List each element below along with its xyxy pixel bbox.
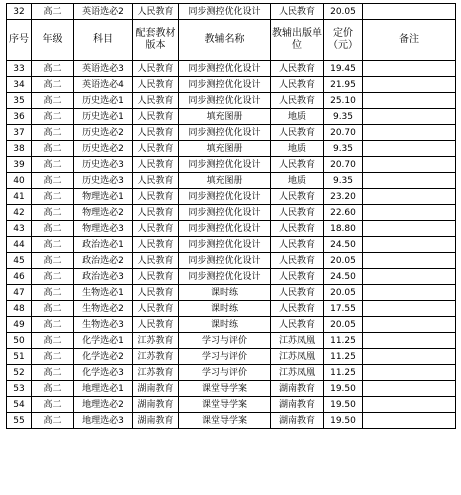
grade-cell: 高二 — [32, 397, 74, 413]
table-row — [7, 349, 456, 365]
edition-cell: 人民教育 — [133, 173, 179, 189]
title-cell: 同步测控优化设计 — [179, 237, 271, 253]
grade-cell: 高二 — [32, 253, 74, 269]
price-cell: 25.10 — [324, 93, 363, 109]
subject-cell: 地理选必1 — [74, 381, 133, 397]
seq-cell: 34 — [7, 77, 32, 93]
subject-cell: 英语选必2 — [74, 4, 133, 20]
edition-cell: 人民教育 — [133, 237, 179, 253]
seq-cell: 53 — [7, 381, 32, 397]
table-row — [7, 157, 456, 173]
edition-cell: 人民教育 — [133, 4, 179, 20]
seq-cell: 46 — [7, 269, 32, 285]
table-row — [7, 221, 456, 237]
note-cell — [363, 173, 456, 189]
grade-cell: 高二 — [32, 93, 74, 109]
edition-cell: 江苏教育 — [133, 349, 179, 365]
price-cell: 11.25 — [324, 333, 363, 349]
edition-cell: 人民教育 — [133, 109, 179, 125]
publisher-cell: 人民教育 — [271, 253, 324, 269]
edition-cell: 人民教育 — [133, 61, 179, 77]
table-row — [7, 125, 456, 141]
publisher-cell: 地质 — [271, 109, 324, 125]
subject-cell: 历史选必3 — [74, 173, 133, 189]
table-row — [7, 61, 456, 77]
grade-cell: 高二 — [32, 173, 74, 189]
title-cell: 同步测控优化设计 — [179, 205, 271, 221]
title-cell: 同步测控优化设计 — [179, 189, 271, 205]
title-cell: 课堂导学案 — [179, 413, 271, 429]
seq-cell: 49 — [7, 317, 32, 333]
publisher-cell: 人民教育 — [271, 285, 324, 301]
note-cell — [363, 157, 456, 173]
edition-cell: 人民教育 — [133, 317, 179, 333]
subject-cell: 生物选必1 — [74, 285, 133, 301]
seq-cell: 45 — [7, 253, 32, 269]
publisher-cell: 地质 — [271, 141, 324, 157]
title-cell: 填充图册 — [179, 141, 271, 157]
price-cell: 9.35 — [324, 141, 363, 157]
subject-cell: 化学选必3 — [74, 365, 133, 381]
table-row — [7, 93, 456, 109]
grade-cell: 高二 — [32, 349, 74, 365]
publisher-cell: 人民教育 — [271, 189, 324, 205]
seq-cell: 54 — [7, 397, 32, 413]
price-cell: 22.60 — [324, 205, 363, 221]
subject-cell: 历史选必3 — [74, 157, 133, 173]
title-cell: 填充图册 — [179, 173, 271, 189]
grade-cell: 高二 — [32, 381, 74, 397]
table-row — [7, 253, 456, 269]
seq-cell: 41 — [7, 189, 32, 205]
seq-cell: 48 — [7, 301, 32, 317]
edition-cell: 人民教育 — [133, 93, 179, 109]
seq-cell: 40 — [7, 173, 32, 189]
price-cell: 20.05 — [324, 285, 363, 301]
table-row — [7, 285, 456, 301]
note-cell — [363, 253, 456, 269]
price-cell: 11.25 — [324, 349, 363, 365]
grade-cell: 高二 — [32, 301, 74, 317]
title-cell: 同步测控优化设计 — [179, 125, 271, 141]
price-cell: 19.50 — [324, 413, 363, 429]
note-cell — [363, 93, 456, 109]
grade-cell: 高二 — [32, 317, 74, 333]
subject-cell: 地理选必2 — [74, 397, 133, 413]
note-cell — [363, 189, 456, 205]
publisher-cell: 人民教育 — [271, 61, 324, 77]
title-cell: 同步测控优化设计 — [179, 77, 271, 93]
publisher-cell: 人民教育 — [271, 157, 324, 173]
publisher-cell: 人民教育 — [271, 125, 324, 141]
grade-cell: 高二 — [32, 125, 74, 141]
note-cell — [363, 301, 456, 317]
price-cell: 24.50 — [324, 269, 363, 285]
table-row — [7, 413, 456, 429]
subject-cell: 物理选必1 — [74, 189, 133, 205]
price-cell: 11.25 — [324, 365, 363, 381]
grade-cell: 高二 — [32, 237, 74, 253]
title-cell: 同步测控优化设计 — [179, 4, 271, 20]
note-cell — [363, 141, 456, 157]
title-cell: 同步测控优化设计 — [179, 253, 271, 269]
note-cell — [363, 349, 456, 365]
title-cell: 同步测控优化设计 — [179, 269, 271, 285]
subject-cell: 物理选必3 — [74, 221, 133, 237]
grade-cell: 高二 — [32, 333, 74, 349]
publisher-cell: 湖南教育 — [271, 381, 324, 397]
edition-cell: 人民教育 — [133, 221, 179, 237]
edition-cell: 人民教育 — [133, 77, 179, 93]
edition-cell: 人民教育 — [133, 157, 179, 173]
table-row — [7, 317, 456, 333]
seq-cell: 51 — [7, 349, 32, 365]
seq-cell: 38 — [7, 141, 32, 157]
table-row — [7, 141, 456, 157]
note-cell — [363, 4, 456, 20]
header-edition: 配套教材版本 — [133, 20, 179, 61]
seq-cell: 39 — [7, 157, 32, 173]
edition-cell: 人民教育 — [133, 205, 179, 221]
grade-cell: 高二 — [32, 61, 74, 77]
header-note: 备注 — [363, 20, 456, 61]
title-cell: 课堂导学案 — [179, 397, 271, 413]
title-cell: 学习与评价 — [179, 365, 271, 381]
publisher-cell: 江苏凤凰 — [271, 333, 324, 349]
note-cell — [363, 285, 456, 301]
edition-cell: 人民教育 — [133, 269, 179, 285]
title-cell: 课时练 — [179, 285, 271, 301]
price-cell: 20.70 — [324, 125, 363, 141]
note-cell — [363, 365, 456, 381]
publisher-cell: 人民教育 — [271, 301, 324, 317]
price-cell: 20.05 — [324, 4, 363, 20]
edition-cell: 人民教育 — [133, 125, 179, 141]
subject-cell: 历史选必1 — [74, 93, 133, 109]
table-row — [7, 4, 456, 20]
seq-cell: 37 — [7, 125, 32, 141]
table-row — [7, 397, 456, 413]
table-row — [7, 173, 456, 189]
edition-cell: 湖南教育 — [133, 413, 179, 429]
grade-cell: 高二 — [32, 269, 74, 285]
seq-cell: 52 — [7, 365, 32, 381]
table-row — [7, 365, 456, 381]
edition-cell: 江苏教育 — [133, 365, 179, 381]
grade-cell: 高二 — [32, 365, 74, 381]
price-cell: 23.20 — [324, 189, 363, 205]
header-seq: 序号 — [7, 20, 32, 61]
price-cell: 20.70 — [324, 157, 363, 173]
title-cell: 填充图册 — [179, 109, 271, 125]
grade-cell: 高二 — [32, 4, 74, 20]
table-row — [7, 269, 456, 285]
subject-cell: 生物选必2 — [74, 301, 133, 317]
header-price: 定价（元） — [324, 20, 363, 61]
subject-cell: 政治选必3 — [74, 269, 133, 285]
table-row — [7, 237, 456, 253]
title-cell: 课时练 — [179, 317, 271, 333]
table-row — [7, 77, 456, 93]
edition-cell: 人民教育 — [133, 189, 179, 205]
table-row — [7, 109, 456, 125]
grade-cell: 高二 — [32, 157, 74, 173]
subject-cell: 化学选必1 — [74, 333, 133, 349]
price-cell: 24.50 — [324, 237, 363, 253]
header-title: 教辅名称 — [179, 20, 271, 61]
publisher-cell: 人民教育 — [271, 317, 324, 333]
publisher-cell: 人民教育 — [271, 4, 324, 20]
header-subject: 科目 — [74, 20, 133, 61]
seq-cell: 36 — [7, 109, 32, 125]
header-row — [7, 20, 456, 61]
subject-cell: 历史选必1 — [74, 109, 133, 125]
seq-cell: 42 — [7, 205, 32, 221]
title-cell: 同步测控优化设计 — [179, 93, 271, 109]
note-cell — [363, 333, 456, 349]
publisher-cell: 人民教育 — [271, 269, 324, 285]
table-row — [7, 333, 456, 349]
publisher-cell: 江苏凤凰 — [271, 365, 324, 381]
subject-cell: 历史选必2 — [74, 141, 133, 157]
subject-cell: 地理选必3 — [74, 413, 133, 429]
title-cell: 学习与评价 — [179, 349, 271, 365]
price-cell: 9.35 — [324, 109, 363, 125]
grade-cell: 高二 — [32, 221, 74, 237]
note-cell — [363, 221, 456, 237]
price-cell: 20.05 — [324, 253, 363, 269]
grade-cell: 高二 — [32, 285, 74, 301]
edition-cell: 人民教育 — [133, 141, 179, 157]
table-row — [7, 301, 456, 317]
note-cell — [363, 269, 456, 285]
seq-cell: 44 — [7, 237, 32, 253]
subject-cell: 历史选必2 — [74, 125, 133, 141]
note-cell — [363, 205, 456, 221]
publisher-cell: 湖南教育 — [271, 413, 324, 429]
table-row — [7, 205, 456, 221]
seq-cell: 32 — [7, 4, 32, 20]
publisher-cell: 湖南教育 — [271, 397, 324, 413]
note-cell — [363, 125, 456, 141]
note-cell — [363, 413, 456, 429]
publisher-cell: 江苏凤凰 — [271, 349, 324, 365]
grade-cell: 高二 — [32, 413, 74, 429]
publisher-cell: 人民教育 — [271, 205, 324, 221]
title-cell: 同步测控优化设计 — [179, 61, 271, 77]
subject-cell: 政治选必1 — [74, 237, 133, 253]
seq-cell: 35 — [7, 93, 32, 109]
publisher-cell: 人民教育 — [271, 221, 324, 237]
edition-cell: 人民教育 — [133, 285, 179, 301]
subject-cell: 英语选必4 — [74, 77, 133, 93]
price-table — [6, 3, 456, 429]
note-cell — [363, 109, 456, 125]
title-cell: 学习与评价 — [179, 333, 271, 349]
note-cell — [363, 317, 456, 333]
subject-cell: 生物选必3 — [74, 317, 133, 333]
publisher-cell: 地质 — [271, 173, 324, 189]
table-row — [7, 189, 456, 205]
subject-cell: 政治选必2 — [74, 253, 133, 269]
seq-cell: 50 — [7, 333, 32, 349]
subject-cell: 物理选必2 — [74, 205, 133, 221]
note-cell — [363, 61, 456, 77]
title-cell: 课堂导学案 — [179, 381, 271, 397]
seq-cell: 47 — [7, 285, 32, 301]
price-cell: 19.50 — [324, 397, 363, 413]
subject-cell: 化学选必2 — [74, 349, 133, 365]
textbook-price-table — [6, 3, 455, 429]
grade-cell: 高二 — [32, 189, 74, 205]
title-cell: 同步测控优化设计 — [179, 221, 271, 237]
seq-cell: 55 — [7, 413, 32, 429]
title-cell: 课时练 — [179, 301, 271, 317]
seq-cell: 33 — [7, 61, 32, 77]
edition-cell: 人民教育 — [133, 253, 179, 269]
price-cell: 19.50 — [324, 381, 363, 397]
edition-cell: 湖南教育 — [133, 381, 179, 397]
grade-cell: 高二 — [32, 141, 74, 157]
price-cell: 21.95 — [324, 77, 363, 93]
seq-cell: 43 — [7, 221, 32, 237]
subject-cell: 英语选必3 — [74, 61, 133, 77]
publisher-cell: 人民教育 — [271, 237, 324, 253]
price-cell: 9.35 — [324, 173, 363, 189]
edition-cell: 江苏教育 — [133, 333, 179, 349]
price-cell: 18.80 — [324, 221, 363, 237]
grade-cell: 高二 — [32, 109, 74, 125]
publisher-cell: 人民教育 — [271, 77, 324, 93]
title-cell: 同步测控优化设计 — [179, 157, 271, 173]
note-cell — [363, 397, 456, 413]
grade-cell: 高二 — [32, 77, 74, 93]
grade-cell: 高二 — [32, 205, 74, 221]
note-cell — [363, 237, 456, 253]
note-cell — [363, 381, 456, 397]
header-publisher: 教辅出版单位 — [271, 20, 324, 61]
edition-cell: 人民教育 — [133, 301, 179, 317]
edition-cell: 湖南教育 — [133, 397, 179, 413]
price-cell: 19.45 — [324, 61, 363, 77]
table-row — [7, 381, 456, 397]
note-cell — [363, 77, 456, 93]
price-cell: 17.55 — [324, 301, 363, 317]
header-grade: 年级 — [32, 20, 74, 61]
publisher-cell: 人民教育 — [271, 93, 324, 109]
price-cell: 20.05 — [324, 317, 363, 333]
